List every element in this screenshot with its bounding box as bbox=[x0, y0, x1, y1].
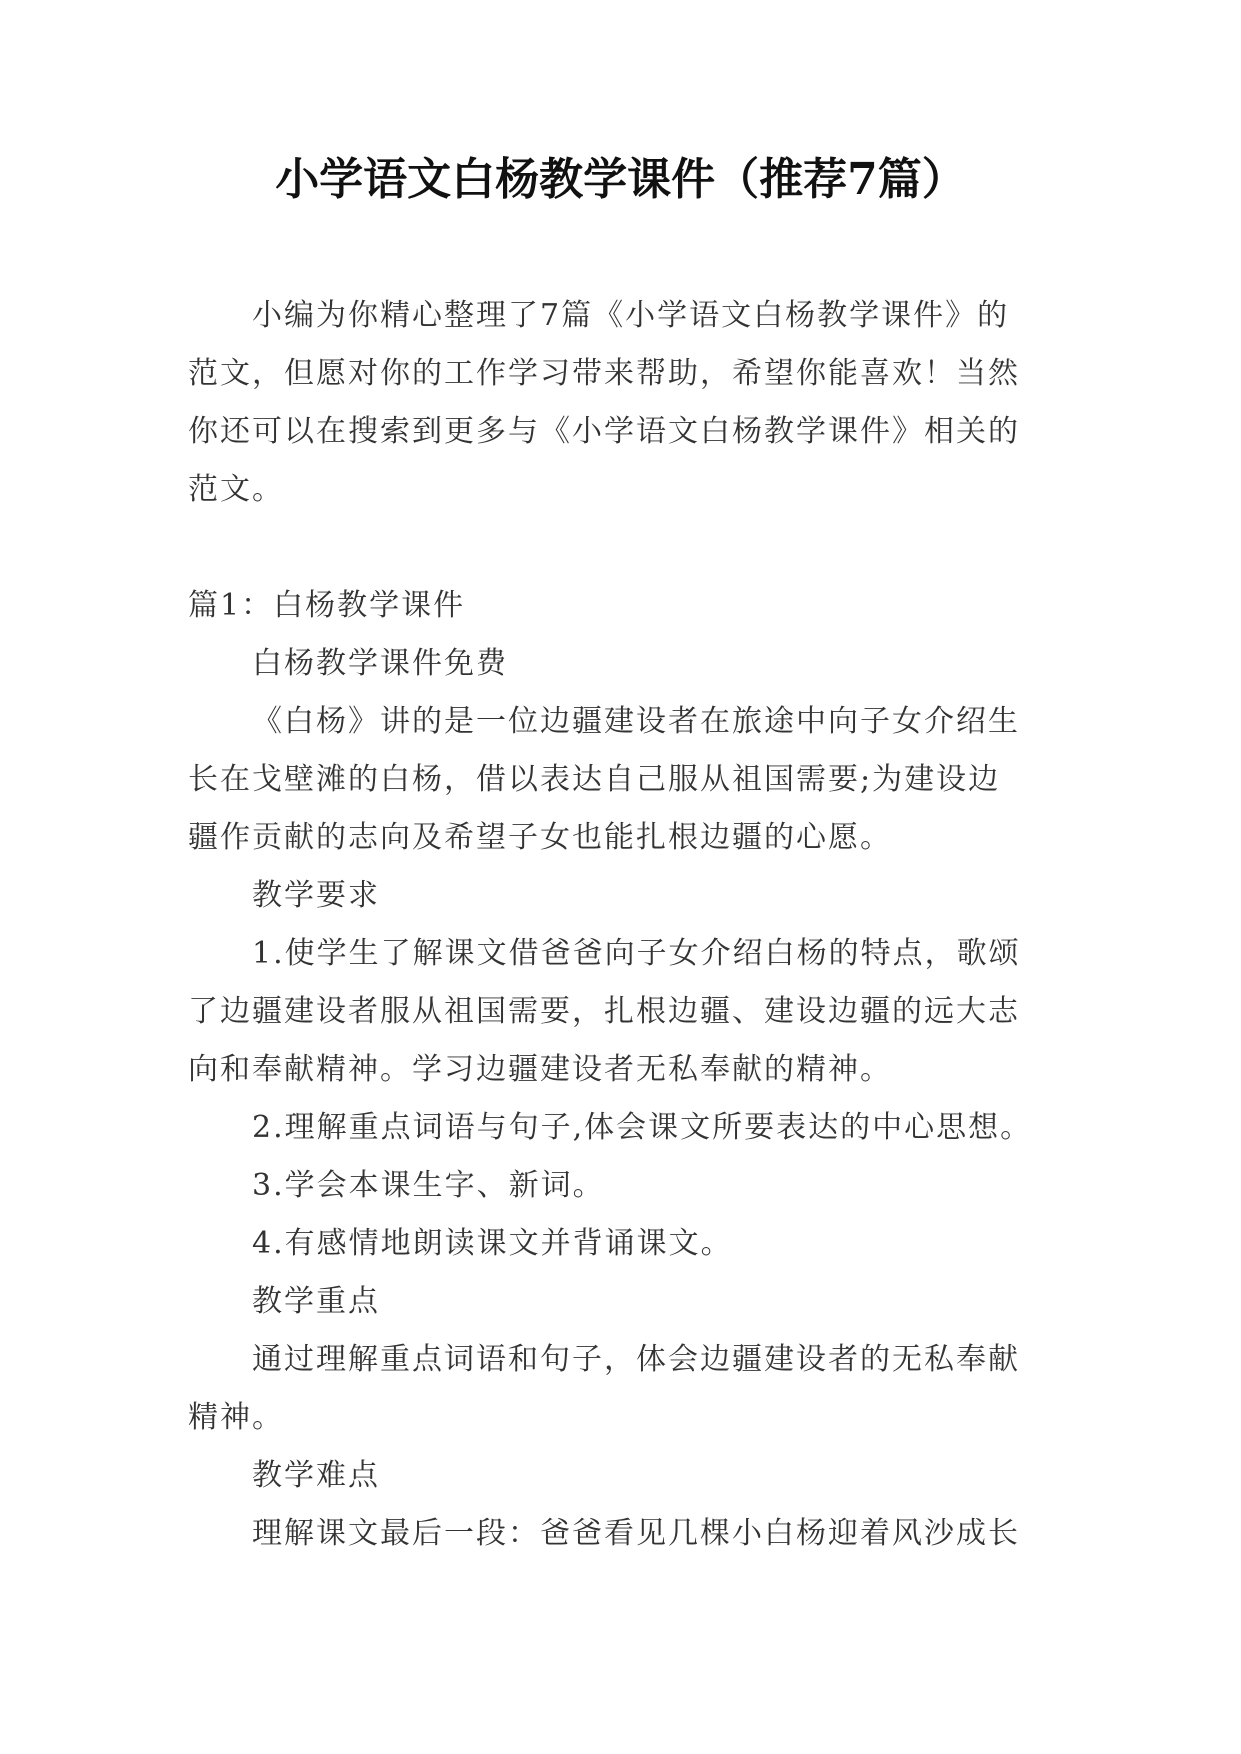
requirement-3: 3.学会本课生字、新词。 bbox=[252, 1168, 605, 1203]
requirements-heading: 教学要求 bbox=[252, 878, 380, 913]
summary-line-2: 长在戈壁滩的白杨，借以表达自己服从祖国需要;为建设边 bbox=[188, 762, 1001, 797]
intro-line-4: 范文。 bbox=[188, 472, 284, 507]
intro-line-3: 你还可以在搜索到更多与《小学语文白杨教学课件》相关的 bbox=[188, 414, 1020, 449]
document-body bbox=[188, 287, 1050, 1563]
difficulties-line-1: 理解课文最后一段：爸爸看见几棵小白杨迎着风沙成长 bbox=[252, 1516, 1020, 1551]
paragraph-spacer bbox=[188, 519, 1050, 577]
document-title: 小学语文白杨教学课件（推荐7篇） bbox=[275, 154, 966, 205]
requirement-4: 4.有感情地朗读课文并背诵课文。 bbox=[252, 1226, 733, 1261]
requirement-2: 2.理解重点词语与句子,体会课文所要表达的中心思想。 bbox=[252, 1110, 1033, 1145]
requirement-1-line-1: 1.使学生了解课文借爸爸向子女介绍白杨的特点，歌颂 bbox=[252, 936, 1021, 971]
key-points-line-2: 精神。 bbox=[188, 1400, 284, 1435]
key-points-heading: 教学重点 bbox=[252, 1284, 380, 1319]
key-points-line-1: 通过理解重点词语和句子，体会边疆建设者的无私奉献 bbox=[252, 1342, 1020, 1377]
subheading: 白杨教学课件免费 bbox=[252, 646, 508, 681]
summary-line-3: 疆作贡献的志向及希望子女也能扎根边疆的心愿。 bbox=[188, 820, 892, 855]
summary-line-1: 《白杨》讲的是一位边疆建设者在旅途中向子女介绍生 bbox=[252, 704, 1020, 739]
intro-line-1: 小编为你精心整理了7篇《小学语文白杨教学课件》的 bbox=[252, 298, 1010, 333]
difficulties-heading: 教学难点 bbox=[252, 1458, 380, 1493]
requirement-1-line-3: 向和奉献精神。学习边疆建设者无私奉献的精神。 bbox=[188, 1052, 892, 1087]
section-heading: 篇1：白杨教学课件 bbox=[188, 588, 466, 623]
intro-line-2: 范文，但愿对你的工作学习带来帮助，希望你能喜欢！当然 bbox=[188, 356, 1020, 391]
requirement-1-line-2: 了边疆建设者服从祖国需要，扎根边疆、建设边疆的远大志 bbox=[188, 994, 1020, 1029]
